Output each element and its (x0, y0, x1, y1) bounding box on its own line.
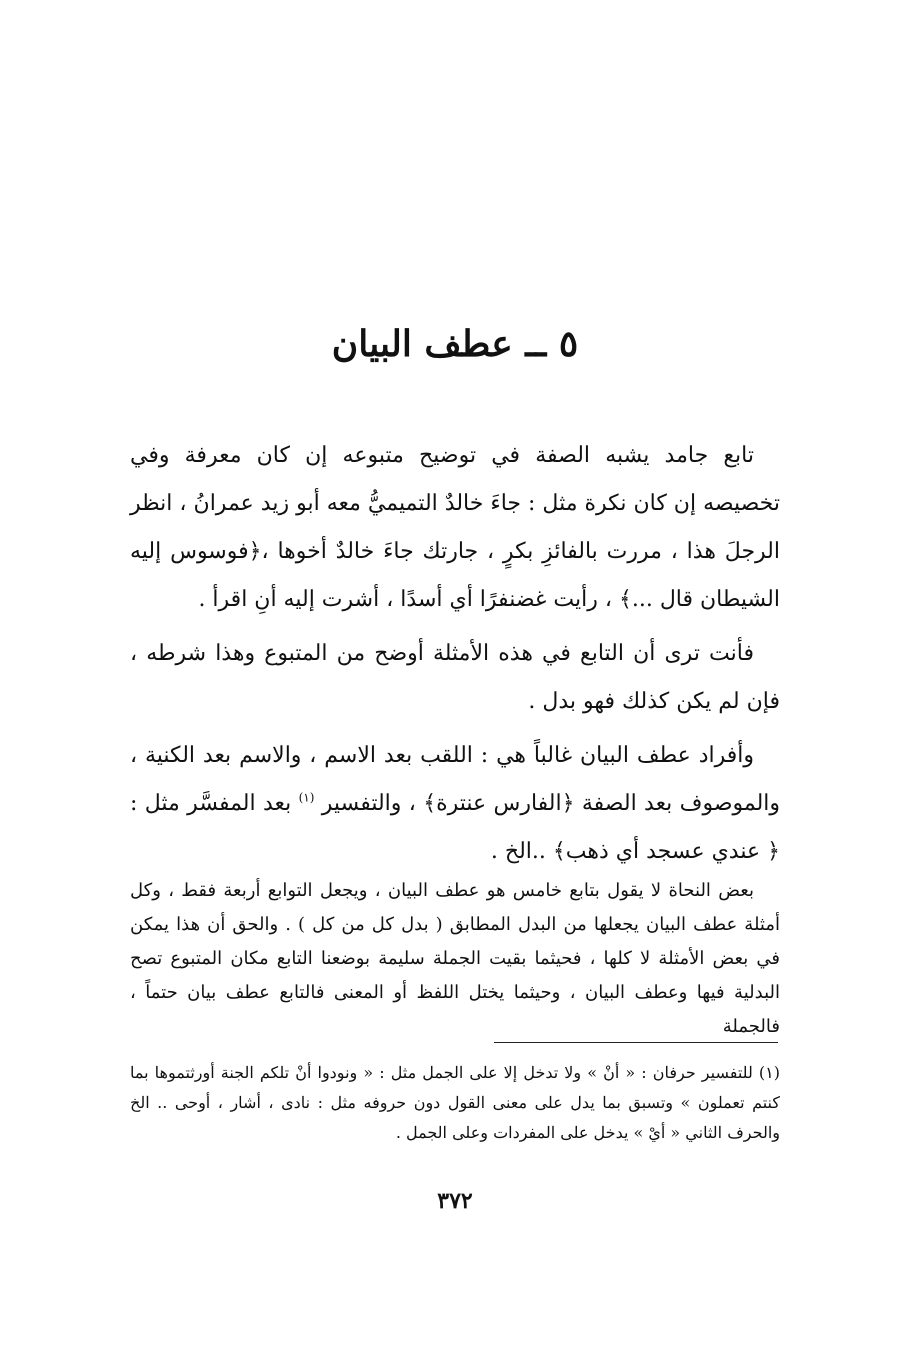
paragraph-types (130, 732, 780, 876)
page-number: ٣٧٢ (437, 1188, 473, 1214)
footnote: (١) للتفسير حرفان : « أنْ » ولا تدخل إلا على الجمل مثل : « ونودوا أنْ تلكم الجنة أورثتموها بما كنتم تعملون » وتسبق بما يدل على معنى القول دون حروفه مثل : نادى ، أشار ، أوحى .. الخ والحرف الثاني « أيْ » يدخل على المفردات وعلى الجمل . (130, 1063, 780, 1142)
footnote-reference: (١) (298, 790, 315, 805)
paragraph-types-end: بعد المفسَّر مثل : ﴿ عندي عسجد أي ذهب﴾ ..الخ . (130, 791, 780, 864)
main-text (130, 432, 780, 876)
paragraph-types-start: وأفراد عطف البيان غالباً هي : اللقب بعد الاسم ، والاسم بعد الكنية ، والموصوف بعد الصفة ﴿الفارس عنترة﴾ ، والتفسير (130, 743, 781, 816)
chapter-title: ٥ ــ عطف البيان (331, 323, 579, 365)
paragraph-definition: تابع جامد يشبه الصفة في توضيح متبوعه إن كان معرفة وفي تخصيصه إن كان نكرة مثل : جاءَ خالدٌ التميميُّ معه أبو زيد عمرانُ ، انظر الرجلَ هذا ، مررت بالفائزِ بكرٍ ، جارتك جاءَ خالدٌ أخوها ،﴿فوسوس إليه الشيطان قال ...﴾ ، رأيت غضنفرًا أي أسدًا ، أشرت إليه أنِ اقرأ . (130, 443, 780, 612)
footnote-divider (494, 1042, 778, 1043)
paragraph-condition: فأنت ترى أن التابع في هذه الأمثلة أوضح من المتبوع وهذا شرطه ، فإن لم يكن كذلك فهو بدل . (130, 641, 780, 714)
note-paragraph: بعض النحاة لا يقول بتابع خامس هو عطف البيان ، ويجعل التوابع أربعة فقط ، وكل أمثلة عطف البيان يجعلها من البدل المطابق ( بدل كل من كل ) . والحق أن هذا يمكن في بعض الأمثلة لا كلها ، فحيثما بقيت الجملة سليمة بوضعنا التابع مكان المتبوع تصح البدلية فيها وعطف البيان ، وحيثما يختل اللفظ أو المعنى فالتابع عطف بيان حتماً ، فالجملة (130, 880, 780, 1037)
